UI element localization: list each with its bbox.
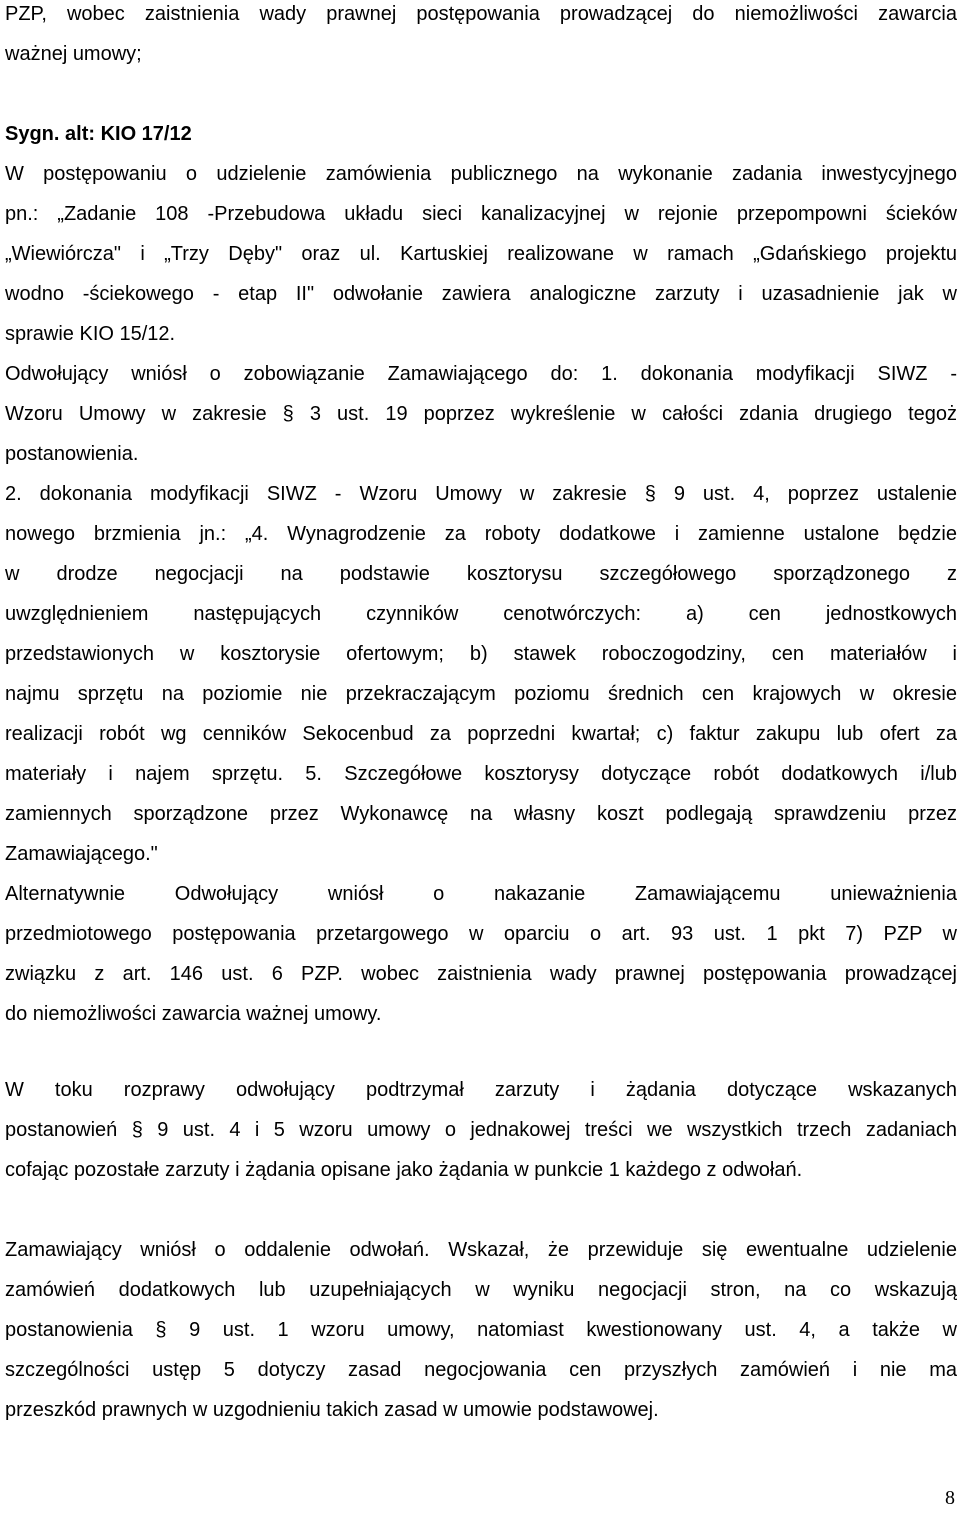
text-line: do niemożliwości zawarcia ważnej umowy. xyxy=(5,1003,382,1025)
paragraph-contracting-authority xyxy=(5,1230,957,1430)
text-line: przeszkód prawnych w uzgodnieniu takich zasad w umowie podstawowej. xyxy=(5,1399,659,1421)
text-line: cofając pozostałe zarzuty i żądania opisane jako żądania w punkcie 1 każdego z odwołań. xyxy=(5,1159,803,1181)
text-line: zamiennych sporządzone przez Wykonawcę na własny koszt podlegają sprawdzeniu przez xyxy=(5,803,957,825)
text-line: postanowienia § 9 ust. 1 wzoru umowy, natomiast kwestionowany ust. 4, a także w xyxy=(5,1319,957,1341)
text-line: w drodze negocjacji na podstawie kosztorysu szczegółowego sporządzonego z xyxy=(5,563,957,585)
text-line: szczególności ustęp 5 dotyczy zasad negocjowania cen przyszłych zamówień i nie ma xyxy=(5,1359,957,1381)
text-line: ważnej umowy; xyxy=(5,43,142,65)
text-line: materiały i najem sprzętu. 5. Szczegółowe kosztorysy dotyczące robót dodatkowych i/lub xyxy=(5,763,957,785)
case-signature-heading: Sygn. alt: KIO 17/12 xyxy=(5,123,192,145)
text-line: nowego brzmienia jn.: „4. Wynagrodzenie za roboty dodatkowe i zamienne ustalone będzie xyxy=(5,523,957,545)
text-line: realizacji robót wg cenników Sekocenbud za poprzedni kwartał; c) faktur zakupu lub ofert za xyxy=(5,723,957,745)
text-line: przedmiotowego postępowania przetargowego w oparciu o art. 93 ust. 1 pkt 7) PZP w xyxy=(5,923,957,945)
text-line: przedstawionych w kosztorysie ofertowym; b) stawek roboczogodziny, cen materiałów i xyxy=(5,643,957,665)
text-line: „Wiewiórcza" i „Trzy Dęby" oraz ul. Kartuskiej realizowane w ramach „Gdańskiego projektu xyxy=(5,243,957,265)
page-number: 8 xyxy=(945,1487,955,1509)
text-line: sprawie KIO 15/12. xyxy=(5,323,176,345)
paragraph-intro-continuation xyxy=(5,0,957,74)
paragraph-hearing xyxy=(5,1070,957,1190)
text-line: związku z art. 146 ust. 6 PZP. wobec zaistnienia wady prawnej postępowania prowadzącej xyxy=(5,963,957,985)
text-line: postanowienia. xyxy=(5,443,139,465)
text-line: W toku rozprawy odwołujący podtrzymał zarzuty i żądania dotyczące wskazanych xyxy=(5,1079,957,1101)
text-line: 2. dokonania modyfikacji SIWZ - Wzoru Umowy w zakresie § 9 ust. 4, poprzez ustalenie xyxy=(5,483,957,505)
text-line: zamówień dodatkowych lub uzupełniających w wyniku negocjacji stron, na co wskazują xyxy=(5,1279,957,1301)
text-line: Zamawiającego." xyxy=(5,843,158,865)
text-line: Wzoru Umowy w zakresie § 3 ust. 19 poprzez wykreślenie w całości zdania drugiego tegoż xyxy=(5,403,957,425)
text-line: Odwołujący wniósł o zobowiązanie Zamawiającego do: 1. dokonania modyfikacji SIWZ - xyxy=(5,363,957,385)
text-line: Alternatywnie Odwołujący wniósł o nakazanie Zamawiającemu unieważnienia xyxy=(5,883,957,905)
text-line: uwzględnieniem następujących czynników cenotwórczych: a) cen jednostkowych xyxy=(5,603,957,625)
text-line: Zamawiający wniósł o oddalenie odwołań. Wskazał, że przewiduje się ewentualne udzielenie xyxy=(5,1239,957,1261)
text-line: postanowień § 9 ust. 4 i 5 wzoru umowy o jednakowej treści we wszystkich trzech zadaniach xyxy=(5,1119,957,1141)
text-line: PZP, wobec zaistnienia wady prawnej postępowania prowadzącej do niemożliwości zawarcia xyxy=(5,3,957,25)
section-kio-17-12 xyxy=(5,114,957,1034)
text-line: wodno -ściekowego - etap II" odwołanie zawiera analogiczne zarzuty i uzasadnienie jak w xyxy=(5,283,957,305)
text-line: najmu sprzętu na poziomie nie przekraczającym poziomu średnich cen krajowych w okresie xyxy=(5,683,957,705)
text-line: pn.: „Zadanie 108 -Przebudowa układu sieci kanalizacyjnej w rejonie przepompowni ścieków xyxy=(5,203,957,225)
text-line: W postępowaniu o udzielenie zamówienia publicznego na wykonanie zadania inwestycyjnego xyxy=(5,163,957,185)
